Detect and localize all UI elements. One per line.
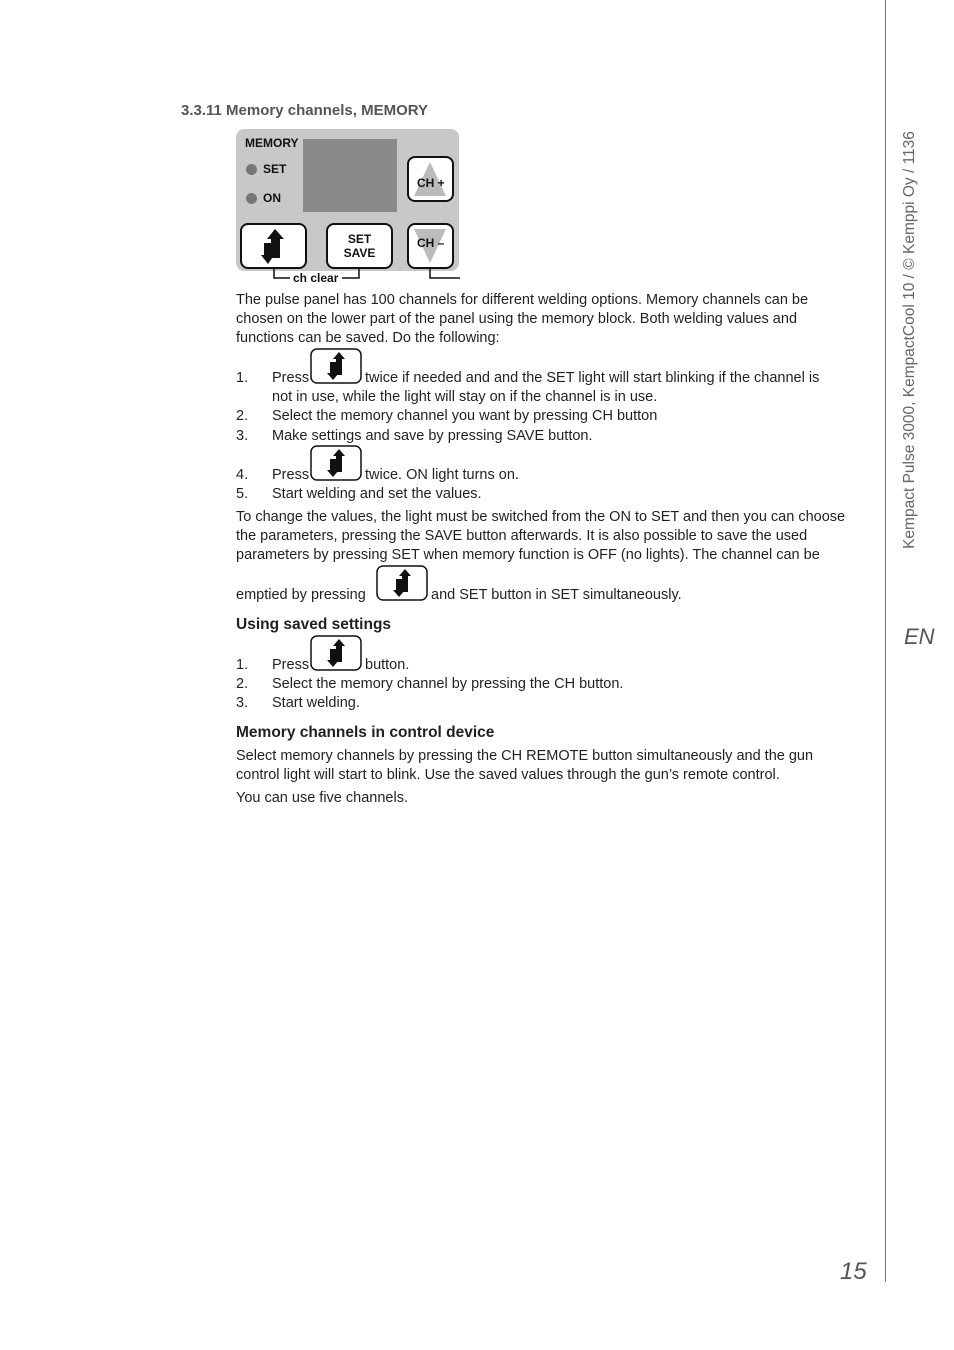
step-number: 5. [236,486,249,502]
step-text: Press [272,467,310,483]
step-text: Press [272,657,310,673]
memory-button-icon [310,445,362,481]
section-heading: 3.3.11 Memory channels, MEMORY [181,102,429,119]
memory-panel-illustration [236,129,459,271]
paragraph-line: You can use five channels. [236,790,408,806]
language-tag: EN [904,624,935,649]
paragraph-line: Select memory channels by pressing the CH REMOTE button simultaneously and the gun [236,748,814,764]
step-text: button. [365,657,410,673]
paragraph-line: parameters by pressing SET when memory function is OFF (no lights). The channel can be [236,547,820,563]
margin-divider [885,0,886,1282]
memory-button-icon [310,348,362,384]
step-number: 2. [236,676,249,692]
panel-on-label: ON [263,191,281,205]
step-text: Make settings and save by pressing SAVE button. [272,428,593,444]
memory-button-icon [310,635,362,671]
step-text: Select the memory channel by pressing the CH button. [272,676,624,692]
up-down-arrow-icon [242,225,305,267]
step-text: Start welding and set the values. [272,486,482,502]
step-text: twice. ON light turns on. [365,467,519,483]
paragraph-line: and SET button in SET simultaneously. [431,587,682,603]
panel-set-label: SET [263,162,287,176]
ch-minus-button [407,223,454,269]
step-number: 3. [236,428,249,444]
set-label: SET [347,232,372,246]
paragraph-line: the parameters, pressing the SAVE button afterwards. It is also possible to save the used [236,528,808,544]
ch-clear-label: ch clear [293,271,339,285]
running-header: Kempact Pulse 3000, KempactCool 10 / © Kemppi Oy / 1136 [901,131,918,549]
memory-button-icon [376,565,428,601]
step-number: 2. [236,408,249,424]
step-text: Press [272,370,310,386]
ch-minus-label: CH – [417,236,445,250]
paragraph-line: To change the values, the light must be switched from the ON to SET and then you can choose [236,509,846,525]
set-led-icon [246,164,257,175]
step-text: twice if needed and and the SET light will start blinking if the channel is [365,370,820,386]
paragraph-line: emptied by pressing [236,587,366,603]
ch-clear-bracket [236,268,466,288]
on-led-icon [246,193,257,204]
intro-line: chosen on the lower part of the panel using the memory block. Both welding values and [236,311,798,327]
ch-plus-label: CH + [417,176,445,190]
save-label: SAVE [343,246,376,260]
step-text: Select the memory channel you want by pressing CH button [272,408,658,424]
step-text: not in use, while the light will stay on if the channel is in use. [272,389,658,405]
subheading-using-saved-settings: Using saved settings [236,616,392,633]
set-save-button [326,223,393,269]
ch-plus-button [407,156,454,202]
intro-line: functions can be saved. Do the following: [236,330,500,346]
intro-line: The pulse panel has 100 channels for different welding options. Memory channels can be [236,292,809,308]
panel-display [303,139,397,212]
memory-toggle-button [240,223,307,269]
step-number: 4. [236,467,249,483]
paragraph-line: control light will start to blink. Use the saved values through the gun’s remote control. [236,767,780,783]
step-text: Start welding. [272,695,360,711]
panel-memory-label: MEMORY [245,136,299,150]
step-number: 3. [236,695,249,711]
step-number: 1. [236,657,249,673]
step-number: 1. [236,370,249,386]
subheading-control-device: Memory channels in control device [236,724,495,741]
page-number: 15 [840,1258,867,1285]
